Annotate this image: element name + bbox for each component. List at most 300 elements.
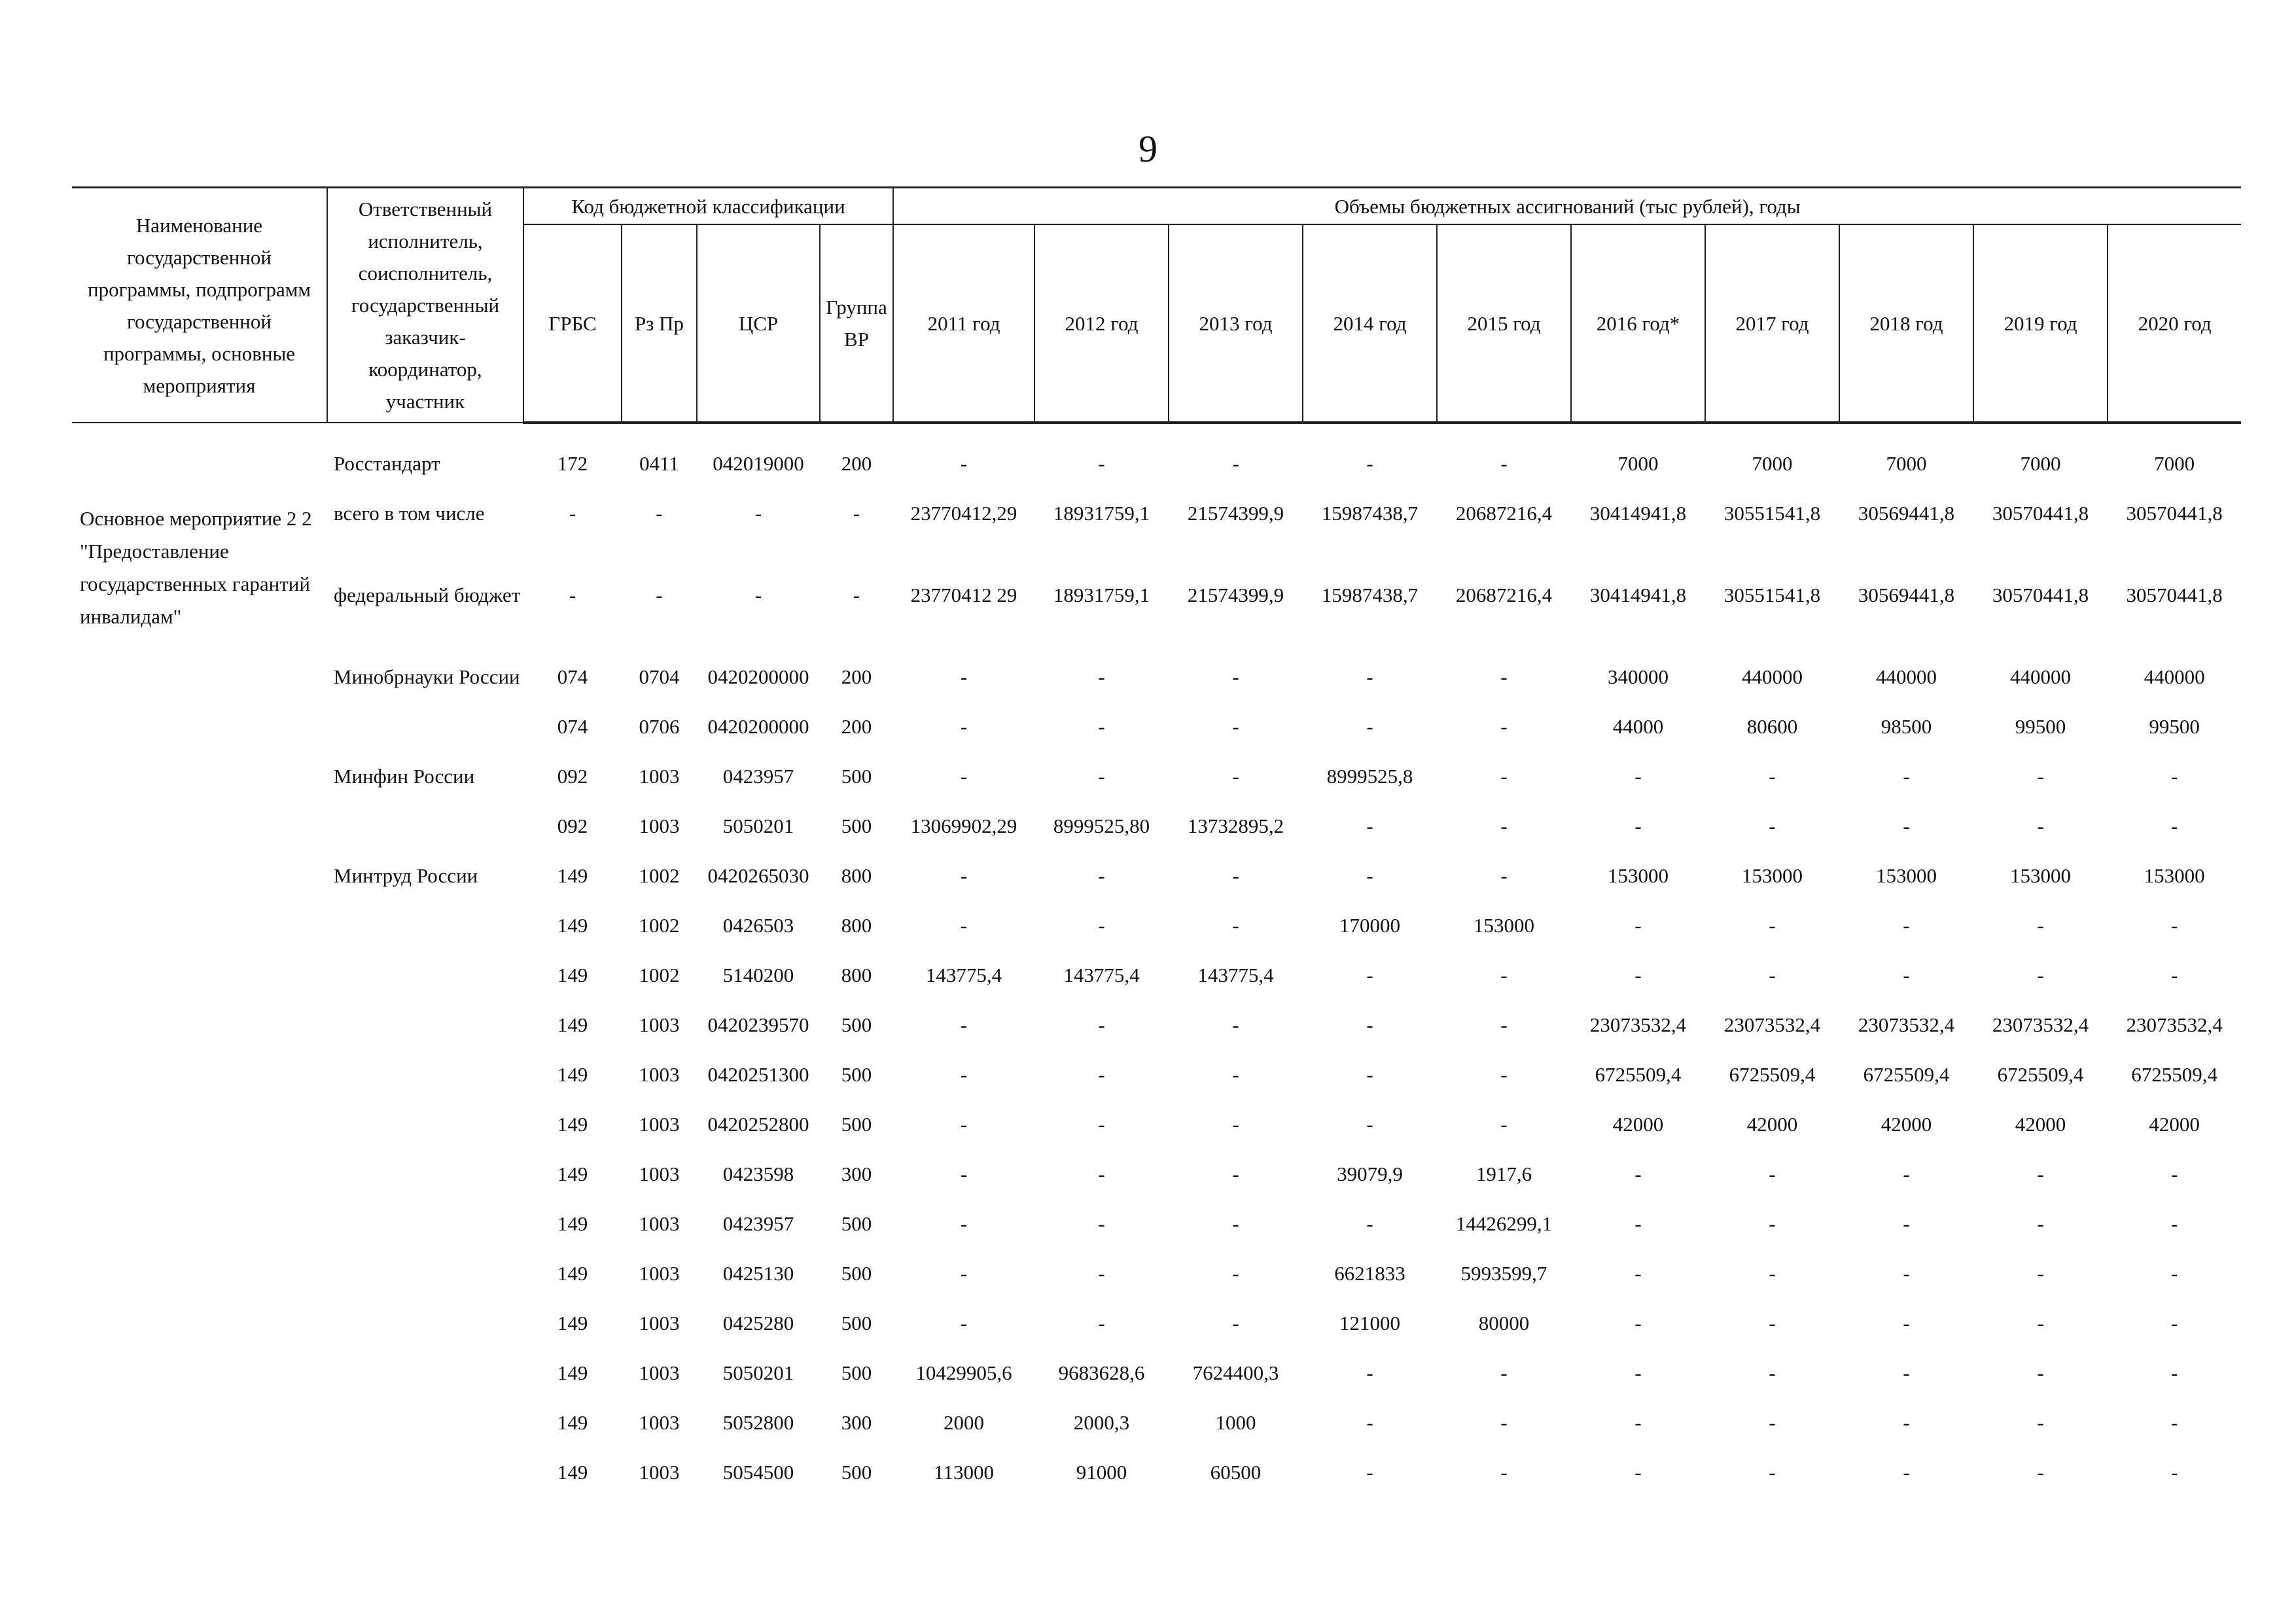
value-cell: - bbox=[1500, 964, 1508, 986]
rzpr-cell: 1003 bbox=[639, 1312, 680, 1335]
grbs-cell: 149 bbox=[557, 964, 588, 986]
vr-cell: 200 bbox=[841, 665, 872, 688]
value-cell: - bbox=[1232, 452, 1239, 475]
value-cell: - bbox=[1366, 1361, 1373, 1384]
value-cell: 99500 bbox=[2149, 715, 2200, 738]
value-cell: - bbox=[1366, 814, 1373, 837]
value-cell: 21574399,9 bbox=[1187, 502, 1284, 525]
value-cell: 42000 bbox=[2015, 1113, 2066, 1136]
value-cell: - bbox=[1634, 1361, 1642, 1384]
grbs-cell: - bbox=[569, 502, 576, 525]
grbs-cell: 149 bbox=[557, 864, 588, 887]
executor-cell bbox=[327, 1406, 523, 1456]
header-year: 2020 год bbox=[2108, 224, 2241, 423]
value-cell: 143775,4 bbox=[1197, 964, 1274, 986]
value-cell: 6725509,4 bbox=[1863, 1063, 1950, 1086]
value-cell: 2000,3 bbox=[1073, 1411, 1130, 1434]
value-cell: 7000 bbox=[1886, 452, 1927, 475]
executor-cell bbox=[327, 1257, 523, 1307]
value-cell: 440000 bbox=[2144, 665, 2205, 688]
value-cell: - bbox=[1769, 1361, 1776, 1384]
value-cell: - bbox=[1903, 964, 1910, 986]
vr-cell: 500 bbox=[841, 1312, 872, 1335]
value-cell: 42000 bbox=[1881, 1113, 1932, 1136]
value-cell: 121000 bbox=[1339, 1312, 1401, 1335]
value-cell: 98500 bbox=[1881, 715, 1932, 738]
value-cell: - bbox=[2037, 1411, 2044, 1434]
value-cell: - bbox=[1366, 1411, 1373, 1434]
value-cell: - bbox=[2170, 1312, 2178, 1335]
value-cell: 153000 bbox=[1474, 914, 1535, 937]
program-cell: Основное мероприятие 2 2 "Предоставление государственных гарантий инвалидам" bbox=[80, 507, 312, 628]
value-cell: - bbox=[2170, 1461, 2178, 1484]
value-cell: 7000 bbox=[2154, 452, 2195, 475]
executor-cell bbox=[327, 1456, 523, 1506]
spacer-cell bbox=[72, 423, 2241, 447]
value-cell: - bbox=[2037, 1262, 2044, 1285]
rzpr-cell: 0706 bbox=[639, 715, 680, 738]
grbs-cell: 149 bbox=[557, 1461, 588, 1484]
vr-cell: - bbox=[853, 584, 860, 606]
value-cell: - bbox=[1500, 665, 1508, 688]
value-cell: - bbox=[960, 864, 968, 887]
rzpr-cell: 1002 bbox=[639, 914, 680, 937]
value-cell: 30570441,8 bbox=[1992, 502, 2089, 525]
header-row-top bbox=[72, 188, 2241, 225]
rzpr-cell: 1003 bbox=[639, 1013, 680, 1036]
grbs-cell: 149 bbox=[557, 1262, 588, 1285]
grbs-cell: 092 bbox=[557, 814, 588, 837]
table-row bbox=[72, 1257, 2241, 1307]
value-cell: 91000 bbox=[1076, 1461, 1127, 1484]
value-cell: - bbox=[1769, 1212, 1776, 1235]
csr-cell: 5054500 bbox=[722, 1461, 794, 1484]
value-cell: - bbox=[960, 1162, 968, 1185]
value-cell: - bbox=[1098, 1013, 1105, 1036]
table-row bbox=[72, 760, 2241, 810]
value-cell: - bbox=[1098, 1212, 1105, 1235]
grbs-cell: 149 bbox=[557, 1212, 588, 1235]
value-cell: 20687216,4 bbox=[1455, 502, 1553, 525]
value-cell: - bbox=[1098, 1063, 1105, 1086]
value-cell: - bbox=[1098, 864, 1105, 887]
value-cell: - bbox=[2170, 1162, 2178, 1185]
value-cell: 1917,6 bbox=[1475, 1162, 1532, 1185]
value-cell: - bbox=[1500, 715, 1508, 738]
value-cell: - bbox=[960, 1312, 968, 1335]
header-executor: Ответственный исполнитель, соисполнитель, государственный заказчик-координатор, участник bbox=[327, 188, 523, 423]
value-cell: - bbox=[1366, 452, 1373, 475]
vr-cell: 500 bbox=[841, 765, 872, 788]
value-cell: 20687216,4 bbox=[1455, 584, 1553, 606]
executor-cell bbox=[327, 1307, 523, 1357]
value-cell: - bbox=[1500, 452, 1508, 475]
rzpr-cell: 1003 bbox=[639, 1212, 680, 1235]
value-cell: - bbox=[1366, 665, 1373, 688]
value-cell: 7624400,3 bbox=[1192, 1361, 1279, 1384]
grbs-cell: 149 bbox=[557, 1162, 588, 1185]
value-cell: - bbox=[1634, 814, 1642, 837]
value-cell: 440000 bbox=[1876, 665, 1937, 688]
vr-cell: 500 bbox=[841, 1461, 872, 1484]
value-cell: - bbox=[1500, 1063, 1508, 1086]
value-cell: 99500 bbox=[2015, 715, 2066, 738]
table-row bbox=[72, 710, 2241, 760]
value-cell: - bbox=[1232, 1162, 1239, 1185]
executor-cell bbox=[327, 1158, 523, 1208]
value-cell: - bbox=[1366, 1013, 1373, 1036]
value-cell: 42000 bbox=[1612, 1113, 1664, 1136]
vr-cell: 500 bbox=[841, 1361, 872, 1384]
table-row bbox=[72, 1456, 2241, 1506]
value-cell: - bbox=[1903, 1312, 1910, 1335]
csr-cell: - bbox=[754, 502, 762, 525]
value-cell: - bbox=[1769, 1262, 1776, 1285]
value-cell: 143775,4 bbox=[1063, 964, 1140, 986]
value-cell: 30569441,8 bbox=[1858, 502, 1955, 525]
vr-cell: - bbox=[853, 502, 860, 525]
table-row bbox=[72, 959, 2241, 1009]
value-cell: - bbox=[1634, 914, 1642, 937]
value-cell: - bbox=[960, 452, 968, 475]
spacer-row bbox=[72, 423, 2241, 447]
value-cell: - bbox=[1232, 1063, 1239, 1086]
value-cell: 5993599,7 bbox=[1460, 1262, 1547, 1285]
value-cell: 10429905,6 bbox=[915, 1361, 1012, 1384]
value-cell: - bbox=[960, 765, 968, 788]
value-cell: 7000 bbox=[1617, 452, 1659, 475]
table-row bbox=[72, 860, 2241, 909]
csr-cell: 0423598 bbox=[722, 1162, 794, 1185]
value-cell: - bbox=[1903, 1411, 1910, 1434]
value-cell: 80000 bbox=[1478, 1312, 1530, 1335]
header-code-group: Код бюджетной классификации bbox=[523, 188, 893, 225]
value-cell: - bbox=[1366, 1113, 1373, 1136]
value-cell: 153000 bbox=[1742, 864, 1803, 887]
executor-cell bbox=[327, 1058, 523, 1108]
header-year: 2017 год bbox=[1705, 224, 1839, 423]
value-cell: 23770412,29 bbox=[910, 502, 1017, 525]
grbs-cell: 149 bbox=[557, 1113, 588, 1136]
value-cell: 23073532,4 bbox=[1858, 1013, 1955, 1036]
value-cell: - bbox=[1500, 1411, 1508, 1434]
vr-cell: 500 bbox=[841, 1262, 872, 1285]
value-cell: 7000 bbox=[1752, 452, 1793, 475]
value-cell: - bbox=[960, 1212, 968, 1235]
value-cell: - bbox=[960, 665, 968, 688]
value-cell: 30414941,8 bbox=[1589, 584, 1687, 606]
rzpr-cell: 1003 bbox=[639, 1461, 680, 1484]
value-cell: - bbox=[1232, 1312, 1239, 1335]
vr-cell: 800 bbox=[841, 914, 872, 937]
value-cell: - bbox=[1232, 914, 1239, 937]
value-cell: 39079,9 bbox=[1337, 1162, 1403, 1185]
header-year: 2018 год bbox=[1839, 224, 1973, 423]
value-cell: - bbox=[1232, 715, 1239, 738]
executor-cell bbox=[327, 710, 523, 760]
value-cell: - bbox=[1098, 715, 1105, 738]
value-cell: - bbox=[2037, 1361, 2044, 1384]
executor-cell: Минобрнауки России bbox=[334, 665, 520, 688]
value-cell: - bbox=[2170, 1262, 2178, 1285]
csr-cell: 5140200 bbox=[722, 964, 794, 986]
value-cell: - bbox=[1769, 914, 1776, 937]
value-cell: - bbox=[2170, 964, 2178, 986]
rzpr-cell: 0704 bbox=[639, 665, 680, 688]
table-row bbox=[72, 1307, 2241, 1357]
table-row bbox=[72, 661, 2241, 710]
value-cell: - bbox=[1903, 814, 1910, 837]
value-cell: 23073532,4 bbox=[2126, 1013, 2223, 1036]
csr-cell: 5050201 bbox=[722, 814, 794, 837]
vr-cell: 800 bbox=[841, 864, 872, 887]
executor-cell: федеральный бюджет bbox=[334, 584, 521, 606]
value-cell: 6725509,4 bbox=[2131, 1063, 2217, 1086]
value-cell: 6621833 bbox=[1334, 1262, 1405, 1285]
header-year: 2011 год bbox=[893, 224, 1034, 423]
value-cell: - bbox=[1098, 1262, 1105, 1285]
value-cell: - bbox=[1903, 1262, 1910, 1285]
value-cell: - bbox=[960, 1113, 968, 1136]
value-cell: - bbox=[2037, 814, 2044, 837]
executor-cell: Росстандарт bbox=[334, 452, 440, 475]
table-row bbox=[72, 1158, 2241, 1208]
value-cell: - bbox=[960, 1063, 968, 1086]
value-cell: - bbox=[1500, 814, 1508, 837]
vr-cell: 300 bbox=[841, 1162, 872, 1185]
value-cell: - bbox=[2037, 765, 2044, 788]
header-vr-group: Группа ВР bbox=[820, 224, 893, 423]
value-cell: 15987438,7 bbox=[1321, 584, 1419, 606]
executor-cell bbox=[327, 959, 523, 1009]
value-cell: 440000 bbox=[1742, 665, 1803, 688]
value-cell: - bbox=[1903, 1212, 1910, 1235]
csr-cell: 0420265030 bbox=[707, 864, 809, 887]
table-row bbox=[72, 447, 2241, 497]
value-cell: - bbox=[2037, 1312, 2044, 1335]
value-cell: - bbox=[1098, 914, 1105, 937]
value-cell: 113000 bbox=[934, 1461, 994, 1484]
value-cell: 2000 bbox=[944, 1411, 985, 1434]
value-cell: - bbox=[1769, 1162, 1776, 1185]
table-row bbox=[72, 1058, 2241, 1108]
value-cell: - bbox=[1232, 864, 1239, 887]
vr-cell: 500 bbox=[841, 1063, 872, 1086]
rzpr-cell: 1003 bbox=[639, 1411, 680, 1434]
value-cell: 42000 bbox=[2149, 1113, 2200, 1136]
value-cell: 8999525,8 bbox=[1326, 765, 1413, 788]
value-cell: 30414941,8 bbox=[1589, 502, 1687, 525]
table-row bbox=[72, 1009, 2241, 1058]
value-cell: 42000 bbox=[1746, 1113, 1798, 1136]
vr-cell: 300 bbox=[841, 1411, 872, 1434]
value-cell: - bbox=[1500, 1361, 1508, 1384]
value-cell: - bbox=[1366, 1212, 1373, 1235]
executor-cell: Минфин России bbox=[334, 765, 475, 788]
header-grbs: ГРБС bbox=[523, 224, 622, 423]
csr-cell: 5052800 bbox=[722, 1411, 794, 1434]
value-cell: 1000 bbox=[1215, 1411, 1256, 1434]
value-cell: 153000 bbox=[2010, 864, 2072, 887]
budget-table bbox=[72, 186, 2241, 1506]
value-cell: - bbox=[1903, 1361, 1910, 1384]
value-cell: 30570441,8 bbox=[2126, 584, 2223, 606]
value-cell: 21574399,9 bbox=[1187, 584, 1284, 606]
executor-cell bbox=[327, 1357, 523, 1406]
rzpr-cell: - bbox=[656, 502, 663, 525]
executor-cell: Минтруд России bbox=[334, 864, 478, 887]
value-cell: - bbox=[1769, 1411, 1776, 1434]
value-cell: - bbox=[1232, 1113, 1239, 1136]
rzpr-cell: 1003 bbox=[639, 1162, 680, 1185]
value-cell: - bbox=[1500, 765, 1508, 788]
grbs-cell: 074 bbox=[557, 665, 588, 688]
value-cell: - bbox=[1098, 765, 1105, 788]
grbs-cell: 149 bbox=[557, 1411, 588, 1434]
csr-cell: - bbox=[754, 584, 762, 606]
table-row bbox=[72, 1108, 2241, 1158]
value-cell: 44000 bbox=[1612, 715, 1664, 738]
value-cell: - bbox=[1500, 1013, 1508, 1036]
value-cell: - bbox=[1634, 1212, 1642, 1235]
header-csr: ЦСР bbox=[697, 224, 820, 423]
executor-cell bbox=[327, 1009, 523, 1058]
csr-cell: 5050201 bbox=[722, 1361, 794, 1384]
table-row bbox=[72, 909, 2241, 959]
value-cell: 153000 bbox=[1876, 864, 1937, 887]
value-cell: 23073532,4 bbox=[1723, 1013, 1821, 1036]
vr-cell: 200 bbox=[841, 715, 872, 738]
value-cell: - bbox=[1634, 1262, 1642, 1285]
table-row bbox=[72, 810, 2241, 860]
header-rz-pr: Рз Пр bbox=[622, 224, 697, 423]
value-cell: 15987438,7 bbox=[1321, 502, 1419, 525]
value-cell: - bbox=[1634, 1162, 1642, 1185]
value-cell: 13069902,29 bbox=[910, 814, 1017, 837]
value-cell: 153000 bbox=[1608, 864, 1669, 887]
value-cell: - bbox=[1098, 1312, 1105, 1335]
value-cell: - bbox=[1903, 1162, 1910, 1185]
value-cell: 18931759,1 bbox=[1053, 584, 1150, 606]
value-cell: - bbox=[1232, 665, 1239, 688]
vr-cell: 500 bbox=[841, 1212, 872, 1235]
value-cell: - bbox=[1500, 1113, 1508, 1136]
value-cell: 23073532,4 bbox=[1992, 1013, 2089, 1036]
value-cell: - bbox=[1769, 1461, 1776, 1484]
table-row bbox=[72, 1208, 2241, 1257]
value-cell: - bbox=[1232, 765, 1239, 788]
csr-cell: 0420251300 bbox=[707, 1063, 809, 1086]
value-cell: - bbox=[1366, 964, 1373, 986]
csr-cell: 0420239570 bbox=[707, 1013, 809, 1036]
value-cell: - bbox=[1366, 715, 1373, 738]
value-cell: 30569441,8 bbox=[1858, 584, 1955, 606]
rzpr-cell: 1003 bbox=[639, 1361, 680, 1384]
header-year: 2019 год bbox=[1973, 224, 2108, 423]
executor-cell: всего в том числе bbox=[334, 502, 485, 525]
value-cell: - bbox=[2037, 914, 2044, 937]
value-cell: 80600 bbox=[1746, 715, 1798, 738]
value-cell: - bbox=[1903, 1461, 1910, 1484]
value-cell: - bbox=[1232, 1212, 1239, 1235]
csr-cell: 0423957 bbox=[722, 765, 794, 788]
vr-cell: 200 bbox=[841, 452, 872, 475]
table-body bbox=[72, 423, 2241, 1506]
executor-cell bbox=[327, 810, 523, 860]
executor-cell bbox=[327, 909, 523, 959]
csr-cell: 042019000 bbox=[713, 452, 804, 475]
value-cell: 23770412 29 bbox=[910, 584, 1017, 606]
page-number: 9 bbox=[1139, 128, 1157, 170]
table-row bbox=[72, 579, 2241, 661]
value-cell: - bbox=[1098, 452, 1105, 475]
value-cell: - bbox=[2170, 1411, 2178, 1434]
value-cell: 6725509,4 bbox=[1997, 1063, 2084, 1086]
value-cell: - bbox=[1500, 1461, 1508, 1484]
header-volume-group: Объемы бюджетных ассигнований (тыс рублей), годы bbox=[893, 188, 2241, 225]
value-cell: - bbox=[1366, 864, 1373, 887]
value-cell: - bbox=[960, 914, 968, 937]
value-cell: 440000 bbox=[2010, 665, 2072, 688]
csr-cell: 0425280 bbox=[722, 1312, 794, 1335]
rzpr-cell: 1003 bbox=[639, 765, 680, 788]
header-year: 2012 год bbox=[1034, 224, 1169, 423]
value-cell: - bbox=[1634, 1461, 1642, 1484]
value-cell: 14426299,1 bbox=[1455, 1212, 1553, 1235]
value-cell: 8999525,80 bbox=[1053, 814, 1150, 837]
value-cell: - bbox=[2037, 1212, 2044, 1235]
grbs-cell: 172 bbox=[557, 452, 588, 475]
value-cell: 30570441,8 bbox=[2126, 502, 2223, 525]
value-cell: 6725509,4 bbox=[1729, 1063, 1816, 1086]
grbs-cell: 149 bbox=[557, 1361, 588, 1384]
program-cell-empty bbox=[72, 447, 327, 497]
rzpr-cell: 1003 bbox=[639, 1063, 680, 1086]
csr-cell: 0426503 bbox=[722, 914, 794, 937]
executor-cell bbox=[327, 1208, 523, 1257]
rzpr-cell: 1002 bbox=[639, 864, 680, 887]
csr-cell: 0420252800 bbox=[707, 1113, 809, 1136]
grbs-cell: 149 bbox=[557, 1013, 588, 1036]
value-cell: - bbox=[1903, 914, 1910, 937]
csr-cell: 0420200000 bbox=[707, 665, 809, 688]
value-cell: - bbox=[2170, 765, 2178, 788]
table-row bbox=[72, 497, 2241, 579]
value-cell: 143775,4 bbox=[925, 964, 1002, 986]
header-year: 2014 год bbox=[1303, 224, 1437, 423]
rzpr-cell: 0411 bbox=[639, 452, 679, 475]
value-cell: 60500 bbox=[1210, 1461, 1262, 1484]
vr-cell: 500 bbox=[841, 1013, 872, 1036]
executor-cell bbox=[327, 1108, 523, 1158]
value-cell: - bbox=[960, 715, 968, 738]
value-cell: - bbox=[1366, 1461, 1373, 1484]
grbs-cell: 149 bbox=[557, 914, 588, 937]
value-cell: - bbox=[1232, 1262, 1239, 1285]
grbs-cell: 149 bbox=[557, 1063, 588, 1086]
vr-cell: 800 bbox=[841, 964, 872, 986]
value-cell: 340000 bbox=[1608, 665, 1669, 688]
value-cell: - bbox=[1366, 1063, 1373, 1086]
rzpr-cell: 1003 bbox=[639, 814, 680, 837]
value-cell: - bbox=[2037, 964, 2044, 986]
grbs-cell: - bbox=[569, 584, 576, 606]
value-cell: - bbox=[1098, 1113, 1105, 1136]
grbs-cell: 092 bbox=[557, 765, 588, 788]
value-cell: - bbox=[1769, 765, 1776, 788]
value-cell: - bbox=[1098, 665, 1105, 688]
value-cell: - bbox=[2037, 1461, 2044, 1484]
